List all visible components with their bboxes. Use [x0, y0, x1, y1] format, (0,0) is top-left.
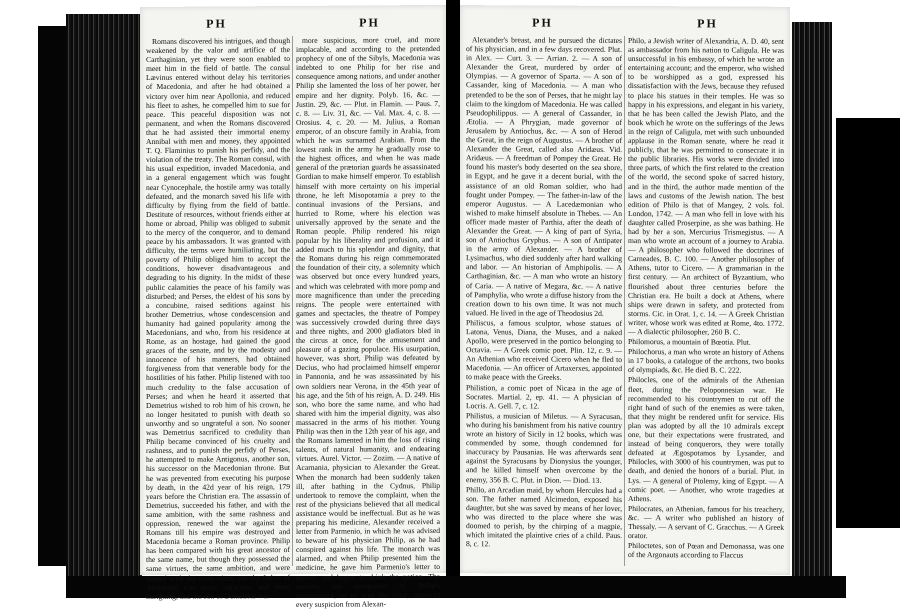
- entry-philoctetes: Philoctetes, son of Pœan and Demonassa, was one of the Argonauts according to Flaccus: [628, 541, 784, 560]
- running-head: PH: [532, 15, 553, 30]
- entry-philiscus: Philiscus, a famous sculptor, whose statues of Latona, Venus, Diana, the Muses, and a naked Apollo, were preserved in the portico belonging to Octavia. — A Greek comic poet. Plin. 12, c. 9. — An Athenian who received Cicero when he fled to Macedonia. — An officer of Artaxerxes, appointed to make peace with the Greeks.: [466, 318, 622, 383]
- left-page-header: [140, 15, 446, 31]
- entry-phillo: Phillo, an Arcadian maid, by whom Hercules had a son. The father named Alcimedon, exposed his daughter, but she was saved by means of her lover, who was directed to the place where she was doomed to perish, by the chirping of a magpie, which imitated the plaintive cries of a child. Paus. 8, c. 12.: [466, 484, 622, 549]
- entry-philobœotus: Philomorus, a mountain of Bœotia. Plut.: [628, 337, 751, 347]
- running-head: PH: [359, 15, 380, 30]
- entry-philocles: Philocles, one of the admirals of the Athenian fleet, during the Peloponnesian war. He recommended to his countrymen to cut off the right hand of such of the enemies as were taken, that they might be rendered unfit for service. His plan was adopted by all the 10 admirals except one, but their expectations were frustrated, and instead of being conquerors, they were totally defeated at Ægospotamos by Lysander, and Philocles, with 3000 of his countrymen, was put to death, and denied the honors of a burial. Plut. in Lys. — A general of Ptolemy, king of Egypt. — A comic poet. — Another, who wrote tragedies at Athens.: [628, 375, 784, 503]
- book-cover-right: [836, 118, 900, 528]
- entry-text: Romans discovered his intrigues, and though weakened by the valor and artifice of the Carthaginian, yet they were soon enabled to meet him in the field of battle. The consul Lævinus entered without delay his territories of Macedonia, and after he had obtained a victory over him near Apollonia, and reduced his fleet to ashes, he compelled him to sue for peace. This peaceful disposition was not permanent, and when the Romans discovered that he had assisted their immortal enemy Annibal with men and money, they appointed T. Q. Flaminius to punish his perfidy, and the violation of the treaty. The Roman consul, with his usual expedition, invaded Macedonia, and in a general engagement which was fought near Cynocephale, the hostile army was totally defeated, and the monarch saved his life with difficulty by flying from the field of battle. Destitute of resources, without friends either at home or abroad, Philip was obliged to submit to the mercy of the conqueror, and to demand peace by his ambassadors. It was granted with difficulty, the terms were humiliating, but the poverty of Philip obliged him to accept the conditions, however disadvantageous and degrading to his dignity. In the midst of these public calamities the peace of his family was disturbed; and Perses, the eldest of his sons by a concubine, raised seditions against his brother Demetrius, whose condescension and humanity had gained popularity among the Macedonians, and who, from his residence at Rome, as an hostage, had gained the good graces of the senate, and by the modesty and innocence of his manners, had obtained forgiveness from that venerable body for the hostilities of his father. Philip listened with too much credulity to the false accusation of Perses; and when he heard it asserted that Demetrius wished to rob him of his crown, he no longer hesitated to punish with death so unworthy and so ungrateful a son. No sooner was Demetrius sacrificed to credulity than Philip became convinced of his cruelty and rashness, and to punish the perfidy of Perses, he attempted to make Antigonus, another son, his successor on the Macedonian throne. But he was prevented from executing his purpose by death, in the 42d year of his reign, 179 years before the Christian era. The assassin of Demetrius, succeeded his father, and with the same ambition, with the same rashness and oppression, renewed the war against the Romans till his empire was destroyed and Macedonia became a Roman province. Philip has been compared with his great ancestor of the same name, but though they possessed the same virtues, the same ambition, and were tainted with the same vices, yet the father of Alexander was more sagacious and more intriguing, and the son of Demetrius was: [146, 36, 290, 601]
- running-head: PH: [206, 16, 227, 31]
- left-page: [140, 5, 446, 609]
- right-page-column-2: [628, 36, 784, 569]
- entry-philo: Philo, a Jewish writer of Alexandria, A. D. 40, sent as ambassador from his nation to Caligula. He was unsuccessful in his embassy, of which he wrote an entertaining account; and the emperor, who wished to be worshipped as a god, expressed his dissatisfaction with the Jews, because they refused to place his statues in their temples. He was so happy in his expressions, and elegant in his variety, that he has been called the Jewish Plato, and the book which he wrote on the sufferings of the Jews in the reign of Caligula, met with such unbounded applause in the Roman senate, where he read it publicly, that he was permitted to consecrate it in the public libraries. His works were divided into three parts, of which the first related to the creation of the world, the second spoke of sacred history, and in the third, the author made mention of the laws and customs of the Jewish nation. The best edition of Philo is that of Mangey, 2 vols. fol. London, 1742. — A man who fell in love with his daughter called Proserpine, as she was bathing. He had by her a son, Mercurius Trismegistus. — A man who wrote an account of a journey to Arabia. — A philosopher who followed the doctrines of Carneades, B. C. 100. — Another philosopher of Athens, tutor to Cicero. — A grammarian in the first century. — An architect of Byzantium, who flourished about three centuries before the Christian era. He built a dock at Athens, where ships were drawn in safety, and protected from storms. Cic. in Orat. 1, c. 14. — A Greek Christian writer, whose work was edited at Rome, 4to. 1772. — A dialectic philosopher, 260 B. C.: [628, 36, 784, 337]
- entry-philochorus: Philochorus, a man who wrote an history of Athens in 17 books, a catalogue of the archons, two books of olympiads, &c. He died B. C. 222.: [628, 347, 784, 375]
- page-edges-right: [792, 22, 832, 577]
- page-edges-left: [66, 14, 142, 580]
- book-gutter: [446, 0, 460, 598]
- right-page: [460, 5, 790, 575]
- entry-philocrates: Philocrates, an Athenian, famous for his treachery, &c. — A writer who published an history of Thessaly. — A servant of C. Gracchus. — A Greek orator.: [628, 503, 784, 541]
- right-page-header: [460, 15, 790, 31]
- book-spine-left: [38, 26, 66, 566]
- entry-text: more suspicious, more cruel, and more implacable, and according to the pretended prophecy of one of the Sibyls, Macedonia was indebted to one Philip for her rise and consequence among nations, and under another Philip she lamented the loss of her power, her empire and her dignity. Polyb. 16, &c. — Justin. 29, &c. — Plut. in Flamin. — Paus. 7, c. 8. — Liv. 31, &c. — Val. Max. 4, c. 8. — Orosius. 4, c. 20. — M. Julius, a Roman emperor, of an obscure family in Arabia, from which he was surnamed Arabian. From the lowest rank in the army he gradually rose to the highest offices, and when he was made general of the prætorian guards he assassinated Gordian to make himself emperor. To establish himself with more certainty on his imperial throne, he left Misopotamia a prey to the continual invasions of the Persians, and hurried to Rome, where his election was universally approved by the senate and the Roman people. Philip rendered his reign popular by his liberality and profusion, and it added much to his splendor and dignity, that the Romans during his reign commemorated the foundation of their city, a solemnity which was observed but once every hundred years, and which was celebrated with more pomp and more magnificence than under the preceding reigns. The people were entertained with games and spectacles, the theatre of Pompey was successively crowded during three days and three nights, and 2000 gladiators bled in the circus at once, for the amusement and pleasure of a gazing populace. His usurpation, however, was short, Philip was defeated by Decius, who had proclaimed himself emperor in Pannonia, and he was assassinated by his own soldiers near Verona, in the 45th year of his age, and the 5th of his reign, A. D. 249. His son, who bore the same name, and who had shared with him the imperial dignity, was also massacred in the arms of his mother. Young Philip was then in the 12th year of his age, and the Romans lamented in him the loss of rising talents, of natural humanity, and endearing virtues. Aurel. Victor. — Zozim. — A native of Acarnania, physician to Alexander the Great. When the monarch had been suddenly taken ill, after bathing in the Cydnus, Philip undertook to remove the complaint, when the rest of the physicians believed that all medical assistance would be ineffectual. But as he was preparing his medicine, Alexander received a letter from Parmenio, in which he was advised to beware of his physician Philip, as he had conspired against his life. The monarch was alarmed, and when Philip presented him the medicine, he gave him Parmenio's letter to peruse, and began to drink the potion. The serenity and composure of Philip's countenance, as he read the letter, removed every suspicion from Alexan-: [296, 34, 440, 609]
- left-page-column-2: [296, 34, 440, 609]
- entry-philistus: Philistus, a musician of Miletus. — A Syracusan, who during his banishment from his native country wrote an history of Sicily in 12 books, which was commended by some, though condemned for inaccuracy by Pausanias. He was afterwards sent against the Syracusans by Dionysius the younger, and he killed himself when overcome by the enemy, 356 B. C. Plut. in Dion. — Diod. 13.: [466, 411, 622, 485]
- running-head: PH: [697, 16, 718, 31]
- entry-text: Alexander's breast, and he pursued the dictates of his physician, and in a few days recovered. Plut. in Alex. — Curt. 3. — Arrian. 2. — A son of Alexander the Great, murdered by order of Olympias. — A governor of Sparta. — A son of Cassander, king of Macedonia. — A man who pretended to be the son of Perses, that he might lay claim to the kingdom of Macedonia. He was called Pseudophilippus. — A general of Cassander, in Ætolia. — A Phrygian, made governor of Jerusalem by Antiochus, &c. — A son of Herod the Great, in the reign of Augustus. — A brother of Alexander the Great, called also Aridæus. Vid. Aridæus. — A freedman of Pompey the Great. He found his master's body deserted on the sea shore, in Egypt, and he gave it a decent burial, with the assistance of an old Roman soldier, who had fought under Pompey. — The father-in-law of the emperor Augustus. — A Lacedæmonian who wished to make himself absolute in Thebes. — An officer made master of Parthia, after the death of Alexander the Great. — A king of part of Syria, son of Antiochus Gryphus. — A son of Antipater in the army of Alexander. — A brother of Lysimachus, who died suddenly after hard walking and labor. — An historian of Amphipolis. — A Carthaginian, &c. — A man who wrote an history of Caria. — A native of Megara, &c. — A native of Pamphylia, who wrote a diffuse history from the creation down to his own time. It was not much valued. He lived in the age of Theodosius 2d.: [466, 35, 622, 318]
- right-page-column-1: [466, 35, 622, 568]
- left-page-column-1: [146, 36, 290, 601]
- entry-philistion: Philistion, a comic poet of Nicæa in the age of Socrates. Martial. 2, ep. 41. — A physician of Locris. A. Gell. 7, c. 12.: [466, 382, 622, 411]
